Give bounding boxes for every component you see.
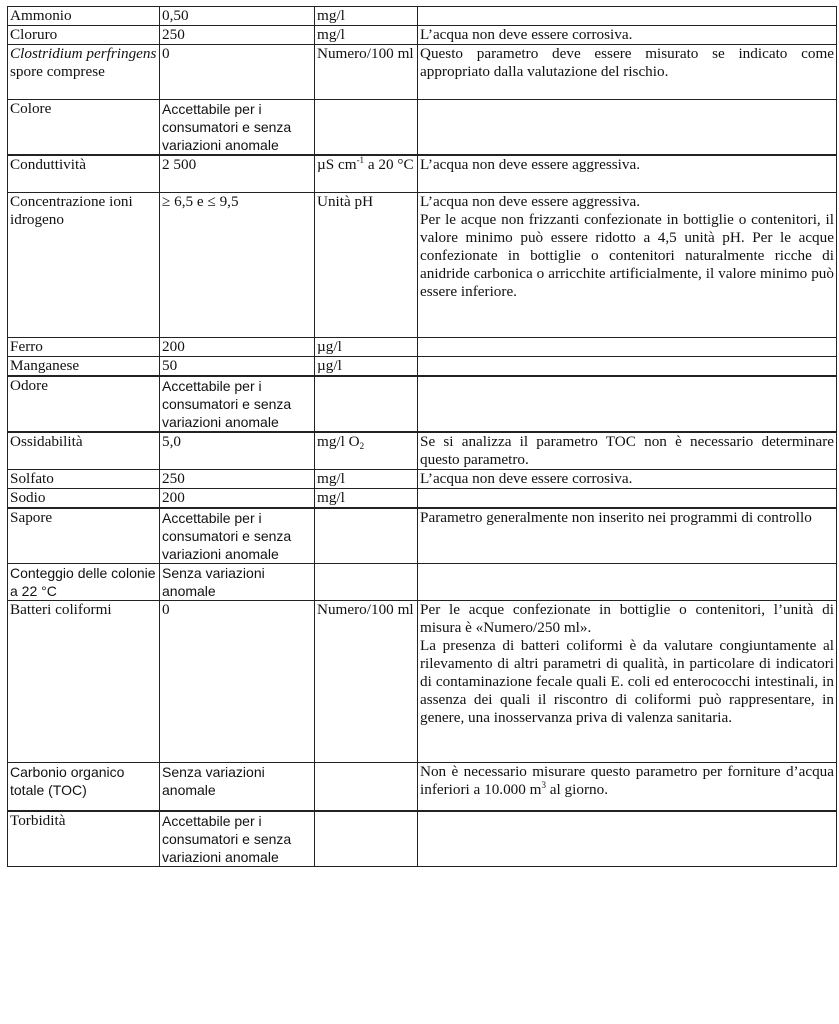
param-unit: µg/l [315, 338, 418, 357]
param-name: Conteggio delle colonie a 22 °C [8, 564, 160, 601]
param-unit: mg/l [315, 489, 418, 509]
param-name: Batteri coliformi [8, 601, 160, 763]
param-unit: µg/l [315, 357, 418, 377]
param-value: Accettabile per i consumatori e senza variazioni anomale [160, 376, 315, 432]
table-row [8, 155, 837, 193]
param-name: Concentrazione ioni idrogeno [8, 193, 160, 338]
param-note [418, 564, 837, 601]
table-row [8, 432, 837, 470]
param-value: 5,0 [160, 432, 315, 470]
param-unit [315, 432, 418, 470]
param-value: Accettabile per i consumatori e senza variazioni anomale [160, 508, 315, 564]
unit-rest: a 20 °C [364, 156, 414, 173]
param-unit [315, 100, 418, 156]
param-name: Cloruro [8, 26, 160, 45]
parameters-table [7, 6, 837, 867]
param-value: Accettabile per i consumatori e senza variazioni anomale [160, 811, 315, 867]
unit-main: mg/l O [317, 433, 360, 450]
table-row [8, 193, 837, 338]
param-unit: Numero/100 ml [315, 45, 418, 100]
param-unit [315, 763, 418, 811]
table-row [8, 100, 837, 156]
param-note [418, 193, 837, 338]
param-note: L’acqua non deve essere corrosiva. [418, 26, 837, 45]
param-unit: mg/l [315, 26, 418, 45]
param-name-italic: Clostridium perfringens [10, 45, 157, 62]
param-note: L’acqua non deve essere aggressiva. [418, 155, 837, 193]
param-note: Se si analizza il parametro TOC non è necessario determinare questo parametro. [418, 432, 837, 470]
param-unit: Unità pH [315, 193, 418, 338]
param-value: ≥ 6,5 e ≤ 9,5 [160, 193, 315, 338]
note-main: Non è necessario misurare questo parametro per forniture d’acqua inferiori a 10.000 m [420, 763, 834, 798]
param-note [418, 489, 837, 509]
param-note: L’acqua non deve essere corrosiva. [418, 470, 837, 489]
parameters-document [7, 6, 836, 867]
param-name: Odore [8, 376, 160, 432]
table-row [8, 376, 837, 432]
param-name: Ossidabilità [8, 432, 160, 470]
param-name: Colore [8, 100, 160, 156]
param-value: Senza variazioni anomale [160, 564, 315, 601]
note-paragraph: Per le acque confezionate in bottiglie o contenitori, l’unità di misura è «Numero/250 ml». [420, 601, 834, 636]
param-value: 0 [160, 601, 315, 763]
param-value: Senza variazioni anomale [160, 763, 315, 811]
unit-superscript: -1 [356, 155, 365, 165]
table-row [8, 45, 837, 100]
param-note [418, 100, 837, 156]
note-paragraph: Per le acque non frizzanti confezionate in bottiglie o contenitori, il valore minimo può essere ridotto a 4,5 unità pH. Per le acque confezionate in bottiglie o contenitori naturalmente ricche di anidride carbonica o arricchite artificialmente, il valore minimo può essere inferiore. [420, 211, 834, 300]
param-note: Questo parametro deve essere misurato se indicato come appropriato dalla valutazione del rischio. [418, 45, 837, 100]
param-note: Parametro generalmente non inserito nei programmi di controllo [418, 508, 837, 564]
param-note [418, 7, 837, 26]
table-row [8, 811, 837, 867]
param-name: Conduttività [8, 155, 160, 193]
param-unit: Numero/100 ml [315, 601, 418, 763]
param-value: 200 [160, 338, 315, 357]
table-row [8, 763, 837, 811]
param-unit [315, 376, 418, 432]
table-row [8, 489, 837, 509]
param-name: Carbonio organico totale (TOC) [8, 763, 160, 811]
table-row [8, 357, 837, 377]
param-name: Ferro [8, 338, 160, 357]
param-unit [315, 508, 418, 564]
param-value: 50 [160, 357, 315, 377]
param-note [418, 376, 837, 432]
param-unit [315, 811, 418, 867]
param-name: Sodio [8, 489, 160, 509]
param-unit: mg/l [315, 470, 418, 489]
table-row [8, 601, 837, 763]
param-name: Torbidità [8, 811, 160, 867]
param-unit: mg/l [315, 7, 418, 26]
param-note [418, 357, 837, 377]
param-value: 250 [160, 26, 315, 45]
note-superscript: 3 [541, 780, 546, 790]
param-note [418, 811, 837, 867]
unit-main: µS cm [317, 156, 357, 173]
param-note [418, 763, 837, 811]
param-value: 2 500 [160, 155, 315, 193]
table-row [8, 470, 837, 489]
param-name: Ammonio [8, 7, 160, 26]
note-paragraph: La presenza di batteri coliformi è da valutare congiuntamente al rilevamento di altri parametri di qualità, in particolare di indicatori di contaminazione fecale quali E. coli ed enterococchi intestinali, in assenza dei quali il riscontro di coliformi può rappresentare, in genere, una inosservanza priva di valenza sanitaria. [420, 637, 834, 726]
param-note [418, 601, 837, 763]
param-name: Manganese [8, 357, 160, 377]
table-row [8, 338, 837, 357]
param-value: 0,50 [160, 7, 315, 26]
param-name: Solfato [8, 470, 160, 489]
param-unit [315, 564, 418, 601]
table-row [8, 7, 837, 26]
param-value: 0 [160, 45, 315, 100]
note-paragraph: L’acqua non deve essere aggressiva. [420, 193, 640, 210]
table-row [8, 508, 837, 564]
table-row [8, 564, 837, 601]
param-unit [315, 155, 418, 193]
param-note [418, 338, 837, 357]
param-value: Accettabile per i consumatori e senza variazioni anomale [160, 100, 315, 156]
param-name: Sapore [8, 508, 160, 564]
table-row [8, 26, 837, 45]
param-name-rest: spore comprese [10, 63, 105, 80]
note-rest: al giorno. [545, 781, 608, 798]
param-value: 250 [160, 470, 315, 489]
param-name [8, 45, 160, 100]
param-value: 200 [160, 489, 315, 509]
unit-subscript: 2 [359, 441, 365, 451]
